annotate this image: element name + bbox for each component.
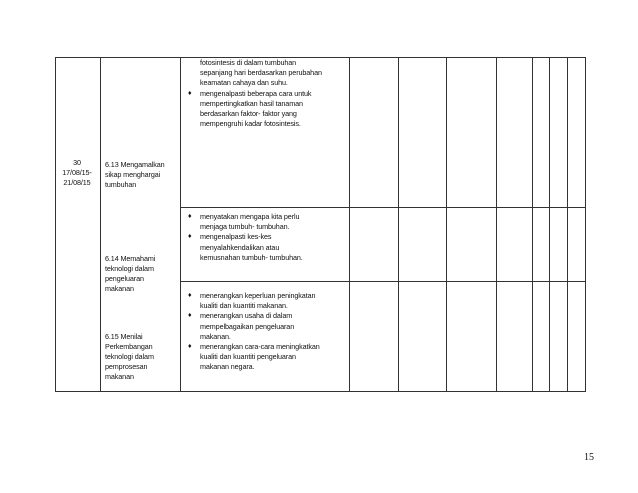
week-date-start: 17/08/15-	[62, 168, 92, 177]
objectives-list-row1	[188, 58, 322, 129]
list-item	[188, 232, 303, 242]
bullet-icon: ♦	[188, 89, 192, 97]
row-divider-2	[180, 281, 586, 282]
standard-line: makanan	[105, 372, 134, 381]
list-item-text: menyatakan mengapa kita perlu	[200, 212, 300, 221]
bullet-icon: ♦	[188, 292, 192, 299]
list-item	[188, 342, 320, 352]
list-item	[188, 119, 322, 129]
objectives-list-row3	[188, 291, 320, 373]
list-item	[188, 291, 320, 301]
list-item-text: menjaga tumbuh- tumbuhan.	[200, 222, 290, 232]
bullet-icon: ♦	[188, 312, 192, 320]
list-item-text: menyalahkendalikan atau	[200, 242, 280, 252]
list-item-text: mengenalpasti kes-kes	[200, 232, 272, 242]
list-item	[188, 352, 320, 362]
list-item-text: kualiti dan kuantiti makanan.	[200, 301, 288, 311]
page-number: 15	[584, 452, 594, 463]
list-item	[188, 322, 320, 332]
list-item-text: makanan negara.	[200, 362, 255, 372]
standard-line: pengeluaran	[105, 274, 144, 283]
standard-line: teknologi dalam	[105, 352, 154, 361]
standard-line: pemprosesan	[105, 362, 148, 371]
col-border-4	[398, 57, 399, 392]
week-number: 30	[73, 158, 81, 167]
list-item-text: berdasarkan faktor- faktor yang	[200, 109, 297, 119]
list-item-text: kemusnahan tumbuh- tumbuhan.	[200, 252, 303, 262]
list-item	[188, 301, 320, 311]
col-border-7	[532, 57, 533, 392]
standard-line: teknologi dalam	[105, 264, 154, 273]
standard-line: Perkembangan	[105, 342, 153, 351]
bullet-icon: ♦	[188, 233, 192, 241]
list-item-text: mempelbagaikan pengeluaran	[200, 321, 295, 331]
list-item	[188, 243, 303, 253]
list-item-text: mengenalpasti beberapa cara untuk	[200, 88, 312, 98]
list-item-text: keamatan cahaya dan suhu.	[200, 78, 288, 88]
col-border-0	[55, 57, 56, 392]
standard-line: 6.13 Mengamalkan	[105, 160, 165, 169]
list-item-text: mempertingkatkan hasil tanaman	[200, 98, 303, 108]
standard-line: sikap menghargai	[105, 170, 161, 179]
col-border-6	[496, 57, 497, 392]
list-item	[188, 68, 322, 78]
list-item	[188, 58, 322, 68]
list-item	[188, 332, 320, 342]
list-item	[188, 89, 322, 99]
list-item-text: menerangkan usaha di dalam	[200, 311, 293, 321]
week-date-end: 21/08/15	[63, 178, 91, 187]
col-border-10	[585, 57, 586, 392]
objectives-list-row2	[188, 212, 303, 263]
standard-line: 6.14 Memahami	[105, 254, 156, 263]
col-border-1	[100, 57, 101, 392]
col-border-9	[567, 57, 568, 392]
list-item	[188, 253, 303, 263]
list-item	[188, 311, 320, 321]
list-item	[188, 362, 320, 372]
list-item-text: kualiti dan kuantiti pengeluaran	[200, 352, 296, 362]
col-border-3	[349, 57, 350, 392]
list-item	[188, 212, 303, 222]
standard-line: makanan	[105, 284, 134, 293]
row-divider-1	[180, 207, 586, 208]
list-item-text: mempengruhi kadar fotosintesis.	[200, 119, 301, 129]
standard-line: tumbuhan	[105, 180, 137, 189]
list-item	[188, 222, 303, 232]
list-item-text: fotosintesis di dalam tumbuhan	[200, 58, 297, 67]
bullet-icon: ♦	[188, 343, 192, 351]
list-item-text: makanan.	[200, 331, 231, 341]
standard-line: 6.15 Menilai	[105, 332, 143, 341]
list-item-text: menerangkan cara-cara meningkatkan	[200, 342, 320, 352]
list-item	[188, 99, 322, 109]
col-border-8	[549, 57, 550, 392]
bullet-icon: ♦	[188, 213, 192, 220]
table-bottom-border	[55, 391, 586, 392]
list-item	[188, 78, 322, 88]
col-border-2	[180, 57, 181, 392]
list-item	[188, 109, 322, 119]
col-border-5	[446, 57, 447, 392]
list-item-text: menerangkan keperluan peningkatan	[200, 291, 316, 300]
list-item-text: sepanjang hari berdasarkan perubahan	[200, 68, 322, 78]
